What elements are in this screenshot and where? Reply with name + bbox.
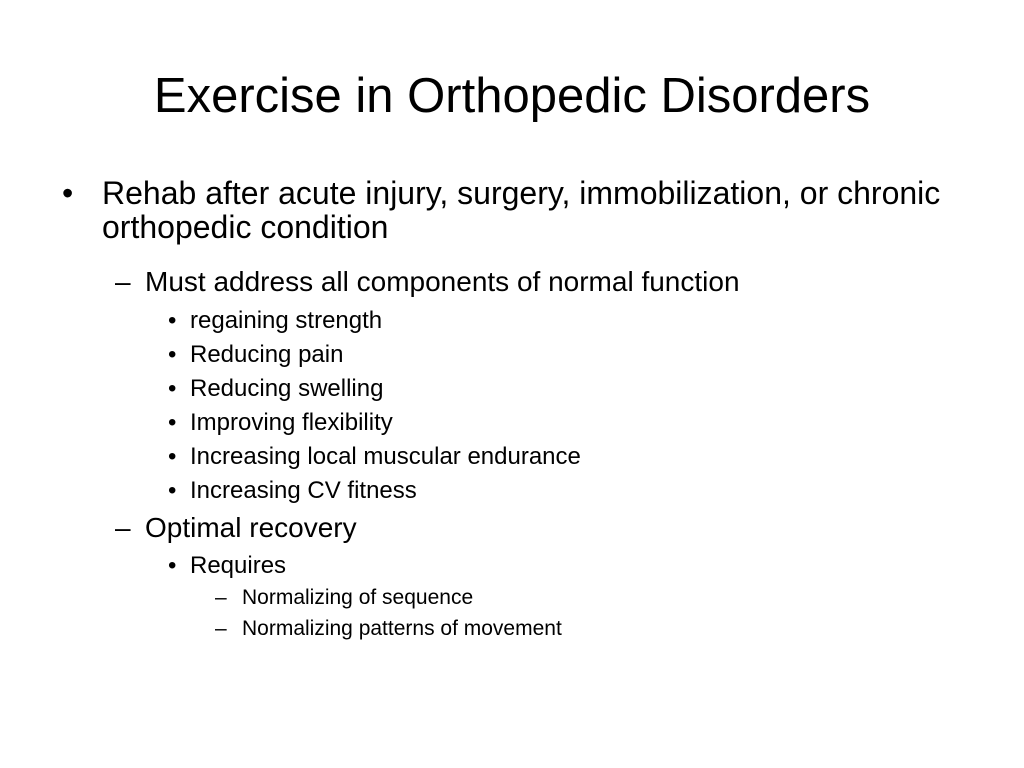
bullet-marker: • [168,477,177,504]
list-item-text: Normalizing of sequence [242,586,474,609]
bullet-marker: • [168,375,177,402]
list-item-text: Increasing local muscular endurance [190,443,581,470]
list-item-text: Improving flexibility [190,409,393,436]
slide-title: Exercise in Orthopedic Disorders [153,69,871,123]
sub-bullet-must-address-text: Must address all components of normal function [145,266,740,297]
list-item-text: Reducing pain [190,341,344,368]
bullet-marker: • [168,341,177,368]
list-item [0,340,1024,370]
sub-bullet-must-address [0,266,1024,298]
list-item-text: Reducing swelling [190,375,384,402]
bullet-rehab [0,176,1024,256]
list-item [0,442,1024,472]
bullet-rehab-text: Rehab after acute injury, surgery, immobilization, or chronic orthopedic condition [102,175,941,245]
list-item [0,476,1024,506]
dash-marker: – [115,266,131,297]
dash-marker: – [115,512,131,543]
list-item [0,584,1024,612]
list-item [0,615,1024,643]
dash-marker: – [215,617,227,640]
list-item [0,374,1024,404]
list-item [0,306,1024,336]
bullet-marker: • [168,307,177,334]
dash-marker: – [215,586,227,609]
list-item [0,408,1024,438]
list-item-text: Normalizing patterns of movement [242,617,562,640]
bullet-marker: • [168,552,177,579]
bullet-marker: • [62,175,74,211]
list-item-text: Increasing CV fitness [190,477,417,504]
bullet-marker: • [168,443,177,470]
sub-bullet-optimal-recovery [0,512,1024,544]
bullet-marker: • [168,409,177,436]
list-item-text: regaining strength [190,307,383,334]
list-item-requires-text: Requires [190,552,287,579]
sub-bullet-optimal-recovery-text: Optimal recovery [145,512,357,543]
list-item-requires [0,551,1024,581]
